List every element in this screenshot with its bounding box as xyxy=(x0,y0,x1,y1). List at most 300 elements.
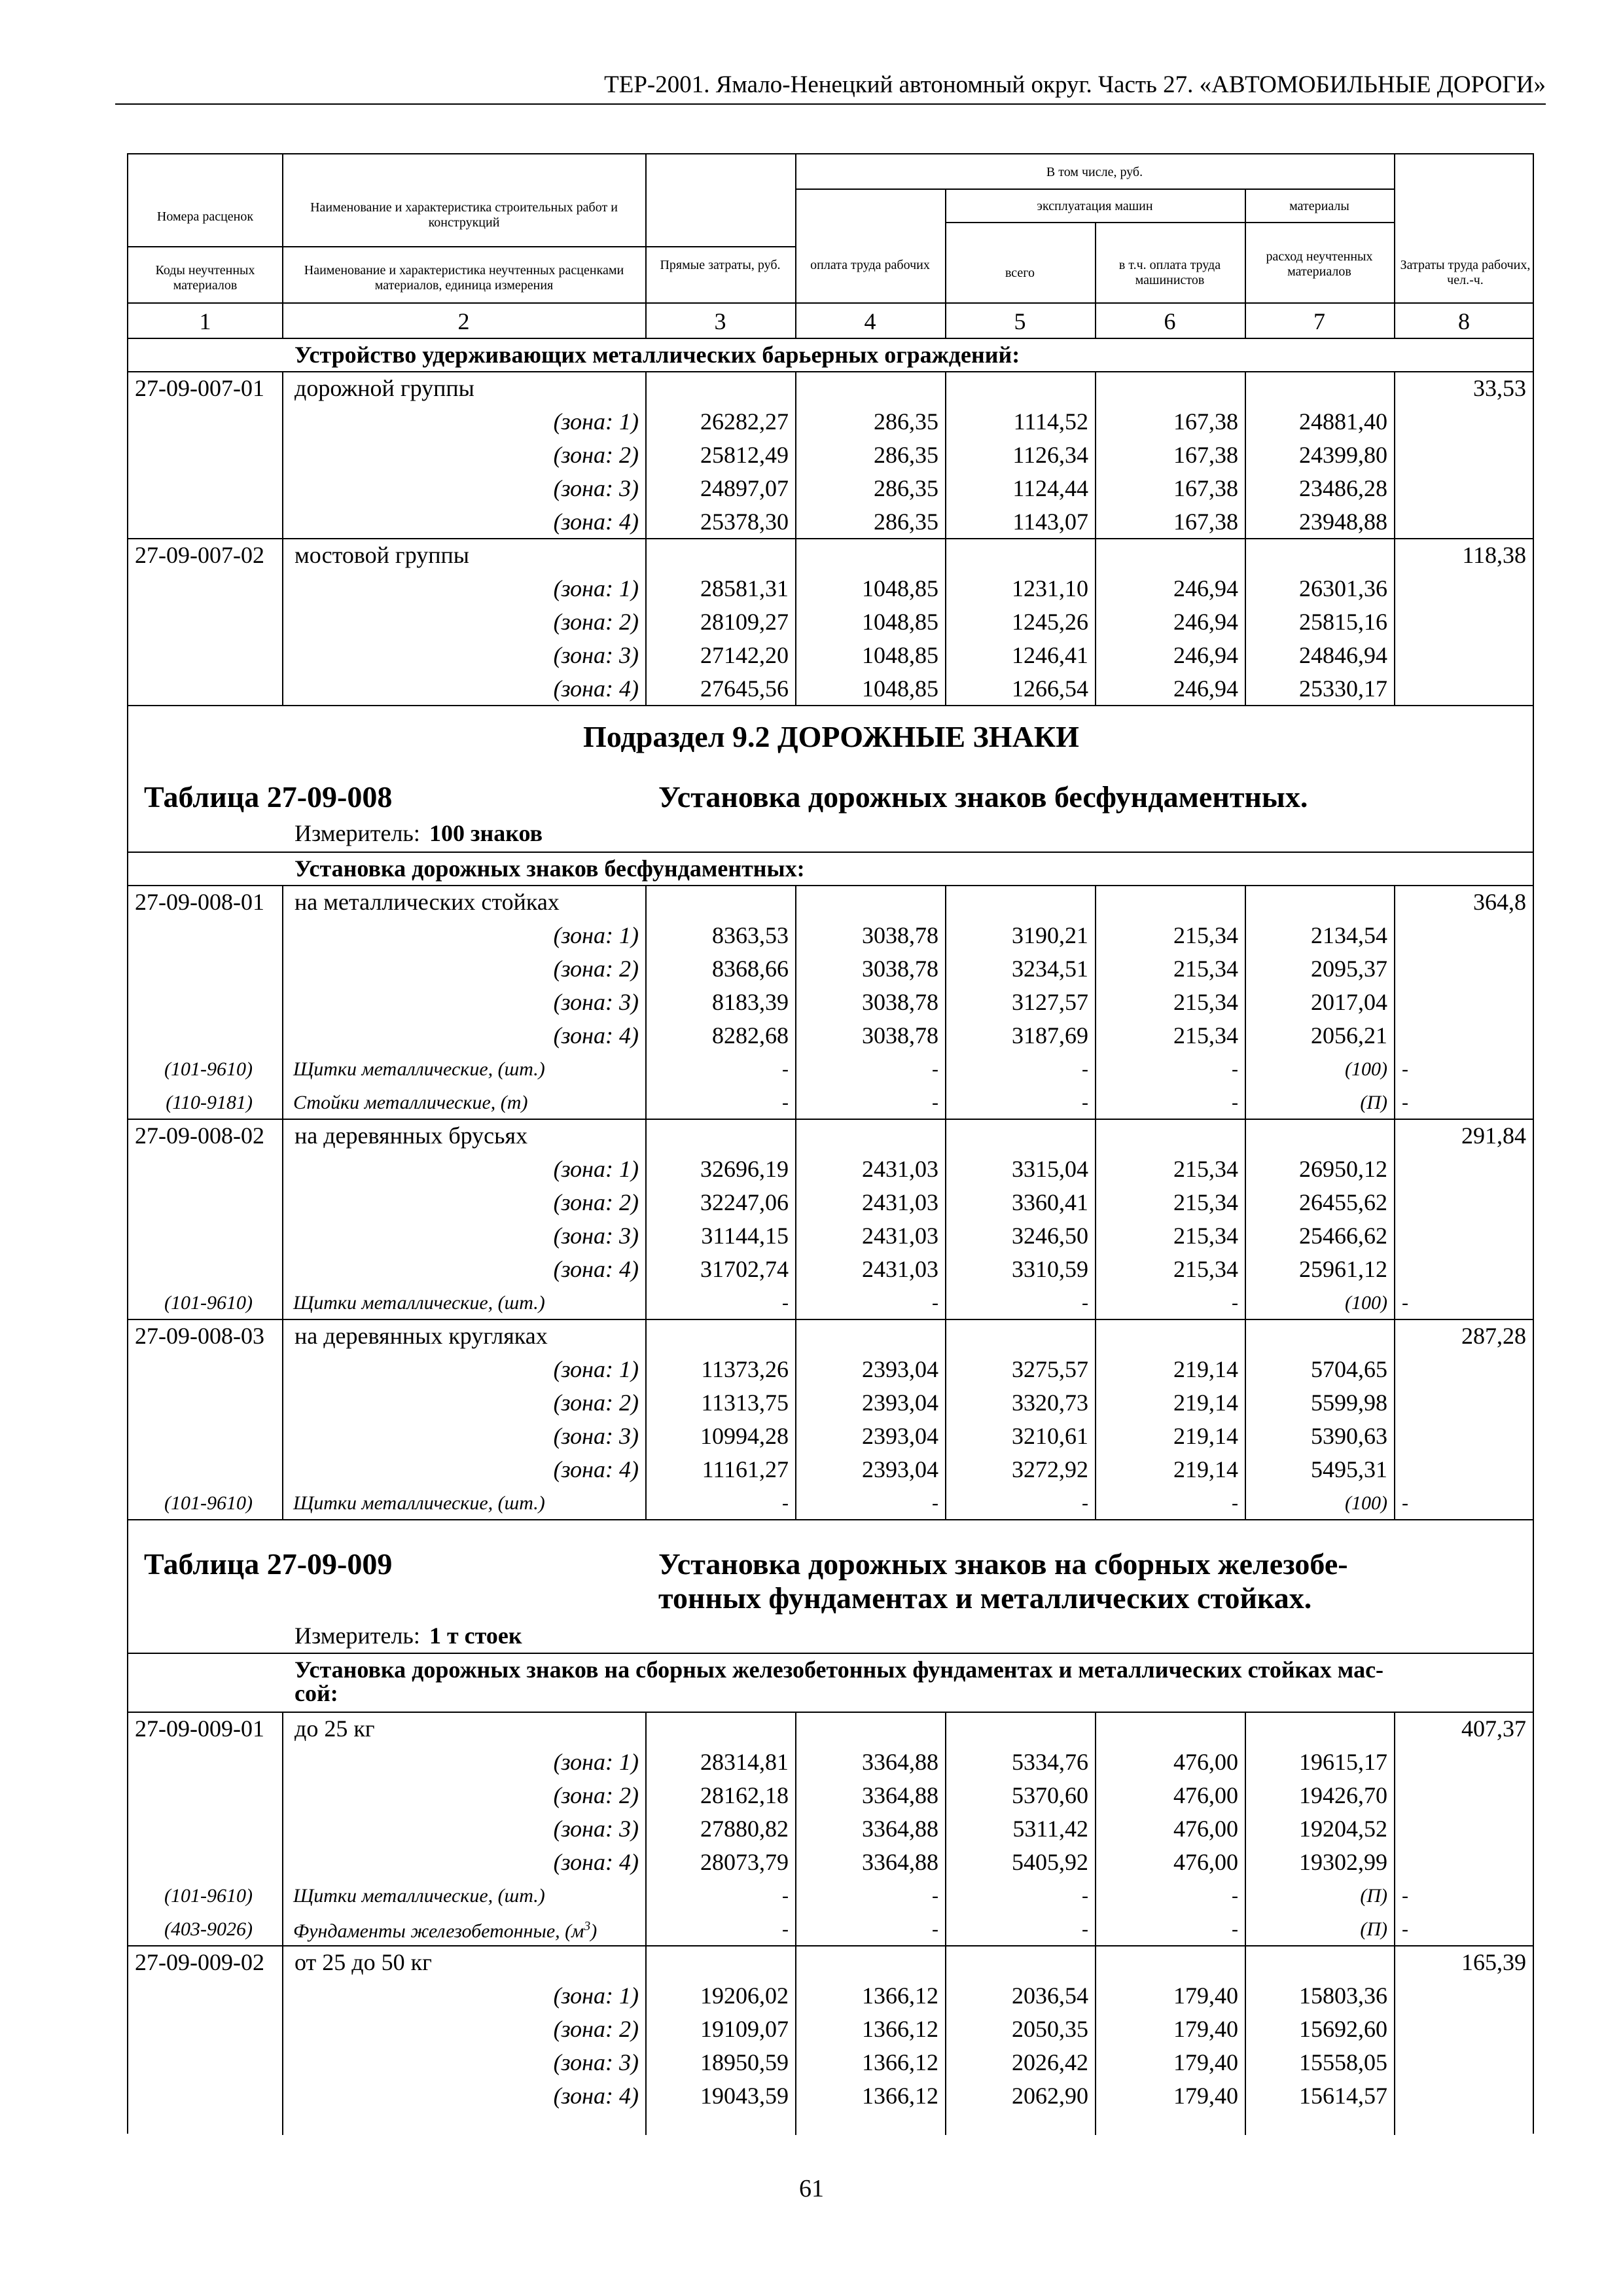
materials-cost: 26950,12 xyxy=(1299,1156,1387,1182)
grid-line xyxy=(645,538,647,705)
operators-pay: 246,94 xyxy=(1173,609,1238,635)
grid-line xyxy=(945,1119,946,1319)
operators-pay: 167,38 xyxy=(1173,509,1238,535)
operators-pay: 215,34 xyxy=(1173,1156,1238,1182)
material-name: Фундаменты железобетонные, $(м^3)$ xyxy=(293,1919,597,1942)
col-number: 1 xyxy=(199,308,211,334)
machines-total: 2062,90 xyxy=(1012,2083,1088,2109)
materials-cost: 19426,70 xyxy=(1299,1782,1387,1808)
material-name: Щитки металлические, (шт.) xyxy=(293,1885,545,1907)
grid-line xyxy=(1245,1119,1246,1319)
labor-pay: 2393,04 xyxy=(862,1456,938,1482)
grid-line xyxy=(1245,1945,1246,2135)
machines-total: 3246,50 xyxy=(1012,1223,1088,1249)
row-separator xyxy=(128,1519,1533,1520)
dash: - xyxy=(1402,1885,1408,1907)
grid-line xyxy=(282,885,283,1119)
grid-line xyxy=(1394,371,1395,538)
operators-pay: 167,38 xyxy=(1173,475,1238,501)
labor-pay: 286,35 xyxy=(874,408,938,435)
col-header-direct-costs: Прямые затраты, руб. xyxy=(660,258,781,272)
grid-line xyxy=(945,1712,946,1945)
col-header-codes: Номера расценок xyxy=(156,209,254,224)
machines-total: 1245,26 xyxy=(1012,609,1088,635)
zone-label: (зона: 2) xyxy=(553,1782,639,1808)
zone-label: (зона: 1) xyxy=(553,1749,639,1775)
grid-line xyxy=(795,1945,796,2135)
running-header: ТЕР-2001. Ямало-Ненецкий автономный округ. Часть 27. «АВТОМОБИЛЬНЫЕ ДОРОГИ» xyxy=(115,71,1546,105)
grid-line xyxy=(795,1712,796,1945)
grid-line xyxy=(1095,1119,1096,1319)
operators-pay: 219,14 xyxy=(1173,1390,1238,1416)
dash: - xyxy=(782,1292,789,1314)
direct-cost: 27880,82 xyxy=(700,1816,789,1842)
materials-cost: 15692,60 xyxy=(1299,2016,1387,2042)
zone-label: (зона: 1) xyxy=(553,408,639,435)
operators-pay: 215,34 xyxy=(1173,989,1238,1015)
machines-total: 3310,59 xyxy=(1012,1256,1088,1282)
materials-cost: 2056,21 xyxy=(1311,1022,1387,1049)
grid-line xyxy=(945,371,946,538)
grid-line xyxy=(1245,371,1246,538)
grid-line xyxy=(945,538,946,705)
row-separator xyxy=(128,852,1533,853)
grid-line xyxy=(645,371,647,538)
table-title: Установка дорожных знаков бесфундаментных. xyxy=(658,780,1308,814)
work-name: дорожной группы xyxy=(294,375,474,401)
materials-cost: 2134,54 xyxy=(1311,922,1387,948)
machines-total: 1124,44 xyxy=(1012,475,1088,501)
direct-cost: 32696,19 xyxy=(700,1156,789,1182)
direct-cost: 28109,27 xyxy=(700,609,789,635)
operators-pay: 215,34 xyxy=(1173,1223,1238,1249)
zone-label: (зона: 4) xyxy=(553,1456,639,1482)
operators-pay: 476,00 xyxy=(1173,1749,1238,1775)
materials-cost: 25961,12 xyxy=(1299,1256,1387,1282)
machines-total: 3127,57 xyxy=(1012,989,1088,1015)
materials-cost: 25815,16 xyxy=(1299,609,1387,635)
materials-cost: 24881,40 xyxy=(1299,408,1387,435)
zone-label: (зона: 1) xyxy=(553,1156,639,1182)
dash: - xyxy=(1232,1092,1238,1113)
zone-label: (зона: 1) xyxy=(553,1982,639,2009)
grid-line xyxy=(1394,538,1395,705)
grid-line xyxy=(945,1945,946,2135)
zone-label: (зона: 2) xyxy=(553,956,639,982)
col-number: 6 xyxy=(1164,308,1176,334)
direct-cost: 24897,07 xyxy=(700,475,789,501)
grid-line xyxy=(795,885,796,1119)
direct-cost: 19109,07 xyxy=(700,2016,789,2042)
materials-cost: 15558,05 xyxy=(1299,2049,1387,2075)
direct-cost: 28581,31 xyxy=(700,575,789,601)
dash: - xyxy=(782,1492,789,1514)
zone-label: (зона: 4) xyxy=(553,675,639,702)
row-separator xyxy=(128,1319,1533,1320)
grid-line xyxy=(128,246,795,247)
grid-line xyxy=(128,338,1533,339)
labor-cost: 287,28 xyxy=(1461,1323,1526,1349)
labor-pay: 1366,12 xyxy=(862,1982,938,2009)
material-usage: (100) xyxy=(1345,1058,1387,1080)
machines-total: 2026,42 xyxy=(1012,2049,1088,2075)
labor-pay: 2431,03 xyxy=(862,1189,938,1215)
grid-line xyxy=(795,371,796,538)
dash: - xyxy=(1082,1058,1088,1080)
materials-cost: 23486,28 xyxy=(1299,475,1387,501)
zone-label: (зона: 4) xyxy=(553,1022,639,1049)
material-code: (101-9610) xyxy=(164,1058,253,1080)
materials-cost: 19204,52 xyxy=(1299,1816,1387,1842)
materials-cost: 19615,17 xyxy=(1299,1749,1387,1775)
machines-total: 3187,69 xyxy=(1012,1022,1088,1049)
grid-line xyxy=(1095,1945,1096,2135)
zone-label: (зона: 4) xyxy=(553,509,639,535)
materials-cost: 25330,17 xyxy=(1299,675,1387,702)
labor-pay: 1048,85 xyxy=(862,609,938,635)
labor-pay: 1366,12 xyxy=(862,2016,938,2042)
col-header-including: В том числе, руб. xyxy=(1046,165,1143,179)
section-title: Установка дорожных знаков бесфундаментных: xyxy=(294,855,805,882)
machines-total: 1231,10 xyxy=(1012,575,1088,601)
row-separator xyxy=(128,1712,1533,1713)
work-name: мостовой группы xyxy=(294,542,469,568)
table-title: Установка дорожных знаков на сборных железобе- xyxy=(658,1547,1348,1581)
rate-code: 27-09-009-02 xyxy=(135,1949,264,1975)
dash: - xyxy=(1082,1292,1088,1314)
direct-cost: 8363,53 xyxy=(712,922,789,948)
labor-pay: 3364,88 xyxy=(862,1849,938,1875)
operators-pay: 167,38 xyxy=(1173,408,1238,435)
labor-pay: 1366,12 xyxy=(862,2049,938,2075)
section-title: Установка дорожных знаков на сборных железобетонных фундаментах и металлических стойках мас- xyxy=(294,1657,1384,1683)
operators-pay: 215,34 xyxy=(1173,922,1238,948)
direct-cost: 31144,15 xyxy=(701,1223,789,1249)
col-header-labor-pay: оплата труда рабочих xyxy=(810,258,930,272)
dash: - xyxy=(1232,1058,1238,1080)
dash: - xyxy=(1402,1492,1408,1514)
zone-label: (зона: 3) xyxy=(553,642,639,668)
grid-line xyxy=(1394,885,1395,1119)
material-code: (110-9181) xyxy=(166,1092,253,1113)
labor-pay: 1366,12 xyxy=(862,2083,938,2109)
col-header-codes-unaccounted: Коды неучтенных материалов xyxy=(155,263,255,293)
labor-pay: 3038,78 xyxy=(862,922,938,948)
col-number: 8 xyxy=(1458,308,1470,334)
grid-line xyxy=(795,1119,796,1319)
rate-code: 27-09-007-02 xyxy=(135,542,264,568)
zone-label: (зона: 2) xyxy=(553,442,639,468)
materials-cost: 24399,80 xyxy=(1299,442,1387,468)
labor-pay: 3364,88 xyxy=(862,1782,938,1808)
dash: - xyxy=(1232,1292,1238,1314)
material-usage: (П) xyxy=(1360,1885,1387,1907)
measure-label: Измеритель: xyxy=(294,820,420,846)
machines-total: 5334,76 xyxy=(1012,1749,1088,1775)
zone-label: (зона: 3) xyxy=(553,2049,639,2075)
grid-line xyxy=(128,302,1533,304)
col-header-total: всего xyxy=(1005,266,1035,280)
direct-cost: 8183,39 xyxy=(712,989,789,1015)
grid-line xyxy=(795,1319,796,1519)
labor-pay: 3364,88 xyxy=(862,1749,938,1775)
machines-total: 5405,92 xyxy=(1012,1849,1088,1875)
grid-line xyxy=(795,188,1394,190)
machines-total: 3315,04 xyxy=(1012,1156,1088,1182)
operators-pay: 179,40 xyxy=(1173,1982,1238,2009)
closing-paren: ) xyxy=(590,1920,597,1942)
row-separator xyxy=(128,371,1533,372)
zone-label: (зона: 3) xyxy=(553,1223,639,1249)
col-number: 5 xyxy=(1014,308,1026,334)
labor-pay: 1048,85 xyxy=(862,675,938,702)
direct-cost: 19206,02 xyxy=(700,1982,789,2009)
grid-line xyxy=(1095,538,1096,705)
col-number: 3 xyxy=(714,308,726,334)
col-number: 4 xyxy=(864,308,876,334)
direct-cost: 32247,06 xyxy=(700,1189,789,1215)
labor-cost: 407,37 xyxy=(1461,1715,1526,1742)
labor-pay: 3038,78 xyxy=(862,1022,938,1049)
dash: - xyxy=(1402,1918,1408,1940)
dash: - xyxy=(1402,1058,1408,1080)
materials-cost: 5599,98 xyxy=(1311,1390,1387,1416)
grid-line xyxy=(282,1119,283,1319)
machines-total: 2036,54 xyxy=(1012,1982,1088,2009)
labor-pay: 286,35 xyxy=(874,509,938,535)
grid-line xyxy=(795,538,796,705)
labor-pay: 3038,78 xyxy=(862,989,938,1015)
operators-pay: 219,14 xyxy=(1173,1456,1238,1482)
zone-label: (зона: 2) xyxy=(553,1390,639,1416)
machines-total: 1126,34 xyxy=(1012,442,1088,468)
materials-cost: 23948,88 xyxy=(1299,509,1387,535)
subsection-title: Подраздел 9.2 ДОРОЖНЫЕ ЗНАКИ xyxy=(583,720,1079,753)
labor-pay: 286,35 xyxy=(874,442,938,468)
table-title: тонных фундаментах и металлических стойках. xyxy=(658,1581,1312,1615)
labor-cost: 364,8 xyxy=(1473,889,1526,915)
labor-cost: 33,53 xyxy=(1473,375,1526,401)
materials-cost: 5704,65 xyxy=(1311,1356,1387,1382)
material-usage: (100) xyxy=(1345,1492,1387,1514)
operators-pay: 167,38 xyxy=(1173,442,1238,468)
superscript-three: 3 xyxy=(584,1919,591,1933)
row-separator xyxy=(128,705,1533,706)
labor-pay: 2431,03 xyxy=(862,1256,938,1282)
direct-cost: 28073,79 xyxy=(700,1849,789,1875)
dash: - xyxy=(932,1885,938,1907)
labor-cost: 165,39 xyxy=(1461,1949,1526,1975)
col-header-machines: эксплуатация машин xyxy=(1037,199,1153,213)
operators-pay: 219,14 xyxy=(1173,1423,1238,1449)
operators-pay: 179,40 xyxy=(1173,2049,1238,2075)
dash: - xyxy=(932,1092,938,1113)
row-separator xyxy=(128,1945,1533,1946)
direct-cost: 8368,66 xyxy=(712,956,789,982)
row-separator xyxy=(128,1653,1533,1654)
grid-line xyxy=(945,1319,946,1519)
labor-pay: 2393,04 xyxy=(862,1356,938,1382)
labor-pay: 286,35 xyxy=(874,475,938,501)
operators-pay: 246,94 xyxy=(1173,675,1238,702)
machines-total: 2050,35 xyxy=(1012,2016,1088,2042)
dash: - xyxy=(1232,1885,1238,1907)
direct-cost: 31702,74 xyxy=(700,1256,789,1282)
machines-total: 3275,57 xyxy=(1012,1356,1088,1382)
table-label: Таблица 27-09-009 xyxy=(144,1547,393,1581)
zone-label: (зона: 1) xyxy=(553,575,639,601)
material-usage: (100) xyxy=(1345,1292,1387,1314)
grid-line xyxy=(1394,1945,1395,2135)
labor-pay: 3364,88 xyxy=(862,1816,938,1842)
direct-cost: 28314,81 xyxy=(700,1749,789,1775)
dash: - xyxy=(1082,1885,1088,1907)
grid-line xyxy=(645,885,647,1119)
direct-cost: 11373,26 xyxy=(701,1356,789,1382)
material-name: Щитки металлические, (шт.) xyxy=(293,1492,545,1514)
machines-total: 1246,41 xyxy=(1012,642,1088,668)
grid-line xyxy=(1245,885,1246,1119)
grid-line xyxy=(1394,1119,1395,1319)
dash: - xyxy=(932,1058,938,1080)
operators-pay: 219,14 xyxy=(1173,1356,1238,1382)
materials-cost: 5495,31 xyxy=(1311,1456,1387,1482)
operators-pay: 476,00 xyxy=(1173,1816,1238,1842)
zone-label: (зона: 2) xyxy=(553,609,639,635)
direct-cost: 27645,56 xyxy=(700,675,789,702)
material-code: (101-9610) xyxy=(164,1292,253,1314)
dash: - xyxy=(1402,1292,1408,1314)
direct-cost: 27142,20 xyxy=(700,642,789,668)
direct-cost: 10994,28 xyxy=(700,1423,789,1449)
zone-label: (зона: 3) xyxy=(553,1423,639,1449)
col-number: 2 xyxy=(457,308,470,334)
work-name: от 25 до 50 кг xyxy=(294,1949,432,1975)
operators-pay: 246,94 xyxy=(1173,575,1238,601)
rate-code: 27-09-008-02 xyxy=(135,1122,264,1149)
materials-cost: 26301,36 xyxy=(1299,575,1387,601)
machines-total: 3234,51 xyxy=(1012,956,1088,982)
operators-pay: 476,00 xyxy=(1173,1782,1238,1808)
grid-line xyxy=(1095,1319,1096,1519)
direct-cost: 25378,30 xyxy=(700,509,789,535)
material-code: (101-9610) xyxy=(164,1885,253,1907)
dash: - xyxy=(932,1292,938,1314)
labor-pay: 2393,04 xyxy=(862,1390,938,1416)
operators-pay: 215,34 xyxy=(1173,1189,1238,1215)
measure-unit: 100 знаков xyxy=(429,820,543,846)
labor-cost: 118,38 xyxy=(1462,542,1526,568)
dash: - xyxy=(1082,1918,1088,1940)
col-header-material-usage: расход неучтенных материалов xyxy=(1266,249,1373,279)
dash: - xyxy=(782,1885,789,1907)
zone-label: (зона: 4) xyxy=(553,2083,639,2109)
materials-cost: 19302,99 xyxy=(1299,1849,1387,1875)
materials-cost: 15614,57 xyxy=(1299,2083,1387,2109)
labor-cost: 291,84 xyxy=(1461,1122,1526,1149)
dash: - xyxy=(782,1058,789,1080)
work-name: до 25 кг xyxy=(294,1715,375,1742)
material-code: (403-9026) xyxy=(164,1918,253,1940)
row-separator xyxy=(128,885,1533,886)
direct-cost: 19043,59 xyxy=(700,2083,789,2109)
measure-unit: 1 т стоек xyxy=(429,1623,522,1649)
rate-code: 27-09-007-01 xyxy=(135,375,264,401)
grid-line xyxy=(282,371,283,538)
operators-pay: 179,40 xyxy=(1173,2016,1238,2042)
row-separator xyxy=(128,1119,1533,1120)
machines-total: 3272,92 xyxy=(1012,1456,1088,1482)
materials-cost: 25466,62 xyxy=(1299,1223,1387,1249)
labor-pay: 2393,04 xyxy=(862,1423,938,1449)
direct-cost: 18950,59 xyxy=(700,2049,789,2075)
direct-cost: 26282,27 xyxy=(700,408,789,435)
grid-line xyxy=(1095,1712,1096,1945)
material-code: (101-9610) xyxy=(164,1492,253,1514)
zone-label: (зона: 2) xyxy=(553,1189,639,1215)
section-title: Устройство удерживающих металлических барьерных ограждений: xyxy=(294,342,1020,368)
labor-pay: 1048,85 xyxy=(862,642,938,668)
direct-cost: 11161,27 xyxy=(702,1456,789,1482)
labor-pay: 3038,78 xyxy=(862,956,938,982)
grid-line xyxy=(282,538,283,705)
grid-line xyxy=(645,1119,647,1319)
dash: - xyxy=(782,1092,789,1113)
work-name: на металлических стойках xyxy=(294,889,560,915)
rate-code: 27-09-008-03 xyxy=(135,1323,264,1349)
grid-line xyxy=(1245,1319,1246,1519)
materials-cost: 26455,62 xyxy=(1299,1189,1387,1215)
grid-line xyxy=(645,1712,647,1945)
dash: - xyxy=(932,1918,938,1940)
dash: - xyxy=(1232,1918,1238,1940)
work-name: на деревянных кругляках xyxy=(294,1323,548,1349)
grid-line xyxy=(1245,1712,1246,1945)
grid-line xyxy=(645,1945,647,2135)
machines-total: 3320,73 xyxy=(1012,1390,1088,1416)
machines-total: 1266,54 xyxy=(1012,675,1088,702)
zone-label: (зона: 1) xyxy=(553,922,639,948)
grid-line xyxy=(282,1945,283,2135)
machines-total: 3360,41 xyxy=(1012,1189,1088,1215)
zone-label: (зона: 3) xyxy=(553,989,639,1015)
direct-cost: 28162,18 xyxy=(700,1782,789,1808)
machines-total: 3210,61 xyxy=(1012,1423,1088,1449)
section-title: сой: xyxy=(294,1680,338,1706)
zone-label: (зона: 4) xyxy=(553,1256,639,1282)
col-header-name: Наименование и характеристика строительных работ и конструкций xyxy=(310,200,618,230)
operators-pay: 215,34 xyxy=(1173,1022,1238,1049)
machines-total: 1143,07 xyxy=(1012,509,1088,535)
col-header-operators-pay: в т.ч. оплата труда машинистов xyxy=(1118,258,1221,287)
operators-pay: 246,94 xyxy=(1173,642,1238,668)
rate-code: 27-09-008-01 xyxy=(135,889,264,915)
dash: - xyxy=(1402,1092,1408,1113)
grid-line xyxy=(1394,1319,1395,1519)
machines-total: 3190,21 xyxy=(1012,922,1088,948)
col-header-materials: материалы xyxy=(1289,199,1349,213)
work-name: на деревянных брусьях xyxy=(294,1122,528,1149)
price-table xyxy=(127,153,1534,2134)
machines-total: 5370,60 xyxy=(1012,1782,1088,1808)
measure-label: Измеритель: xyxy=(294,1623,420,1649)
grid-line xyxy=(945,885,946,1119)
dash: - xyxy=(1232,1492,1238,1514)
zone-label: (зона: 4) xyxy=(553,1849,639,1875)
page-number: 61 xyxy=(799,2175,824,2202)
direct-cost: 8282,68 xyxy=(712,1022,789,1049)
operators-pay: 215,34 xyxy=(1173,1256,1238,1282)
